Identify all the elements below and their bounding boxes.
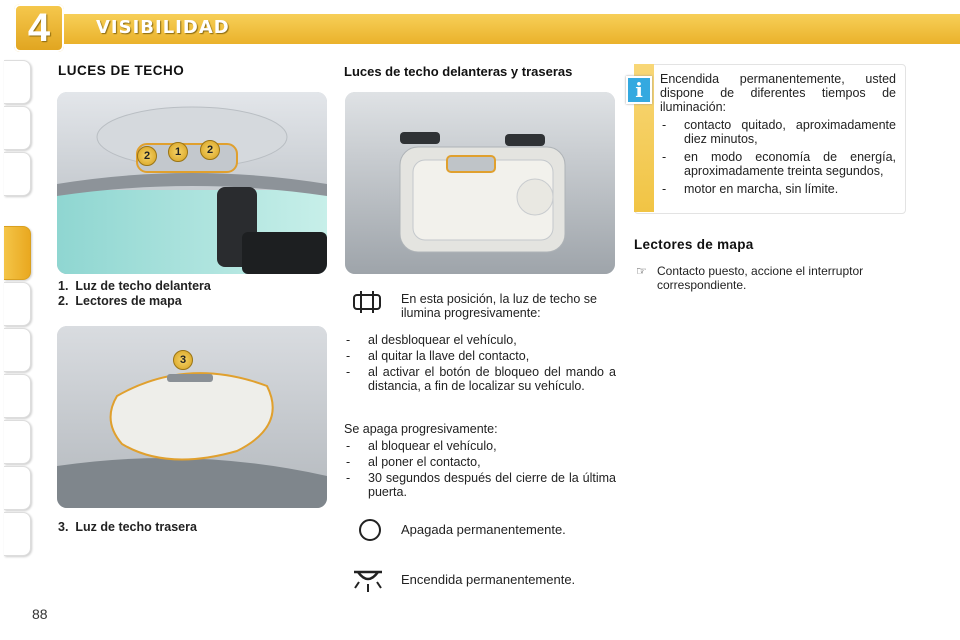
legend-item — [58, 294, 211, 309]
rear-roof-light-figure — [57, 326, 327, 508]
front-console-illustration — [345, 92, 615, 274]
list-item: - motor en marcha, sin límite. — [660, 182, 896, 196]
section-heading: LUCES DE TECHO — [58, 63, 185, 78]
list-item: - al desbloquear el vehículo, — [344, 333, 616, 347]
progressive-mode-text: En esta posición, la luz de techo se ilumina progresivamente: — [401, 292, 597, 320]
info-content — [660, 72, 896, 198]
on-mode-icon — [350, 566, 386, 599]
progressive-mode-icon — [350, 290, 384, 319]
off-mode-text: Apagada permanentemente. — [401, 522, 566, 537]
callout-badge: 2 — [137, 146, 157, 166]
off-mode-icon — [357, 517, 383, 548]
info-list — [660, 118, 896, 196]
info-text: Encendida permanentemente, usted dispone de diferentes tiempos de iluminación: — [660, 72, 896, 114]
map-readers-heading: Lectores de mapa — [634, 237, 754, 252]
legend-item — [58, 520, 197, 534]
front-roof-light-figure — [57, 92, 327, 274]
rear-roof-light-illustration — [57, 326, 327, 508]
callout-badge: 3 — [173, 350, 193, 370]
off-conditions — [344, 422, 616, 501]
on-conditions — [344, 333, 616, 395]
on-mode-text: Encendida permanentemente. — [401, 572, 576, 587]
list-item: - al quitar la llave del contacto, — [344, 349, 616, 363]
page-number: 88 — [32, 606, 48, 622]
chapter-tab[interactable] — [4, 106, 31, 150]
front-console-figure — [345, 92, 615, 274]
chapter-tab[interactable] — [4, 512, 31, 556]
chapter-tab[interactable] — [4, 152, 31, 196]
legend-text: Luz de techo delantera — [75, 279, 211, 293]
legend-number: 2. — [58, 294, 69, 308]
callout-badge: 2 — [200, 140, 220, 160]
off-intro: Se apaga progresivamente: — [344, 422, 498, 436]
list-item: - 30 segundos después del cierre de la última puerta. — [344, 471, 616, 499]
legend-number: 3. — [58, 520, 69, 534]
legend-list — [58, 279, 211, 309]
chapter-tab[interactable] — [4, 466, 31, 510]
chapter-tab-active[interactable] — [4, 226, 31, 280]
list-item: - al poner el contacto, — [344, 455, 616, 469]
callout-badge: 1 — [168, 142, 188, 162]
info-icon: i — [626, 76, 652, 104]
legend-text: Lectores de mapa — [75, 294, 182, 308]
subsection-heading: Luces de techo delanteras y traseras — [344, 64, 573, 79]
list-item: - en modo economía de energía, aproximadamente treinta segundos, — [660, 150, 896, 178]
legend-number: 1. — [58, 279, 69, 293]
off-conditions-list — [344, 439, 616, 499]
map-readers-text: Contacto puesto, accione el interruptor correspondiente. — [657, 264, 864, 292]
chapter-tab[interactable] — [4, 374, 31, 418]
legend-text: Luz de techo trasera — [75, 520, 197, 534]
chapter-tab[interactable] — [4, 282, 31, 326]
legend-list — [58, 520, 197, 534]
chapter-tab[interactable] — [4, 60, 31, 104]
list-item: - contacto quitado, aproximadamente diez minutos, — [660, 118, 896, 146]
hand-pointer-icon: ☞ — [636, 264, 647, 278]
front-roof-light-illustration — [57, 92, 327, 274]
list-item: - al bloquear el vehículo, — [344, 439, 616, 453]
on-conditions-list — [344, 333, 616, 393]
chapter-title: VISIBILIDAD — [96, 17, 230, 38]
chapter-number: 4 — [14, 4, 64, 52]
legend-item — [58, 279, 211, 294]
list-item: - al activar el botón de bloqueo del mando a distancia, a fin de localizar su vehículo. — [344, 365, 616, 393]
chapter-tabs — [0, 60, 32, 580]
chapter-tab[interactable] — [4, 328, 31, 372]
chapter-tab[interactable] — [4, 420, 31, 464]
